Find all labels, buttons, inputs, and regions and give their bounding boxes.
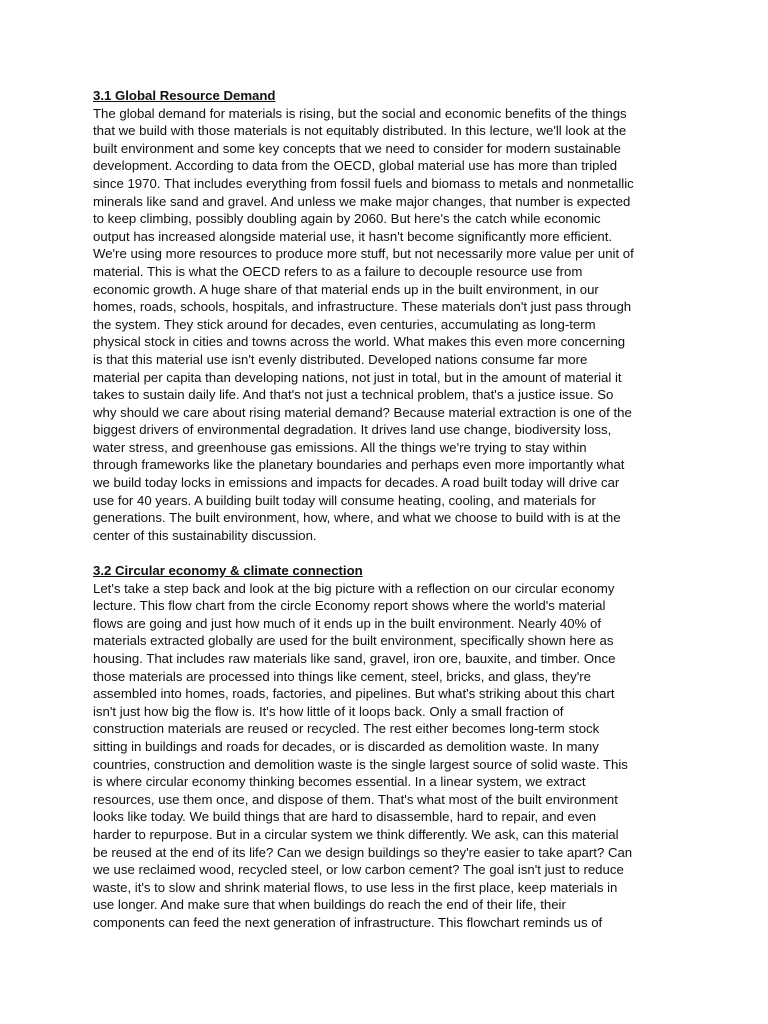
text-line: material per capita than developing nations, not just in total, but in the amount of material it	[93, 369, 622, 385]
section-heading: 3.1 Global Resource Demand	[93, 88, 276, 103]
text-line: sitting in buildings and roads for decades, or is discarded as demolition waste. In many	[93, 738, 599, 754]
text-line: built environment and some key concepts that we need to consider for modern sustainable	[93, 140, 621, 156]
text-line: lecture. This flow chart from the circle Economy report shows where the world's material	[93, 598, 606, 614]
text-line: that we build with those materials is not equitably distributed. In this lecture, we'll look at the	[93, 123, 627, 139]
section-heading: 3.2 Circular economy & climate connection	[93, 563, 363, 579]
text-line: through frameworks like the planetary boundaries and perhaps even more importantly what	[93, 457, 625, 473]
text-line: biggest drivers of environmental degradation. It drives land use change, biodiversity loss,	[93, 422, 612, 438]
text-line: physical stock in cities and towns across the world. What makes this even more concerning	[93, 334, 626, 350]
text-line: flows are going and just how much of it ends up in the built environment. Nearly 40% of	[93, 615, 602, 631]
text-line: we build today locks in emissions and impacts for decades. A road built today will drive car	[93, 475, 620, 491]
text-line: minerals like sand and gravel. And unless we make major changes, that number is expected	[93, 193, 631, 209]
text-line: the system. They stick around for decades, even centuries, accumulating as long-term	[93, 316, 596, 332]
text-line: development. According to data from the OECD, global material use has more than tripled	[93, 158, 618, 174]
text-line: be reused at the end of its life? Can we design buildings so they're easier to take apart? Can	[93, 844, 633, 860]
text-line: waste, it's to slow and shrink material flows, to use less in the first place, keep materials in	[93, 879, 618, 895]
text-line: use for 40 years. A building built today will consume heating, cooling, and materials for	[93, 492, 596, 508]
text-line: homes, roads, schools, hospitals, and infrastructure. These materials don't just pass through	[93, 299, 632, 315]
text-line: harder to repurpose. But in a circular system we think differently. We ask, can this material	[93, 826, 619, 842]
text-line: We're using more resources to produce more stuff, but not necessarily more value per unit of	[93, 246, 634, 262]
text-line: materials extracted globally are used for the built environment, specifically shown here as	[93, 633, 614, 649]
text-line: why should we care about rising material demand? Because material extraction is one of the	[93, 404, 632, 420]
text-line: to keep climbing, possibly doubling again by 2060. But here's the catch while economic	[93, 211, 601, 227]
text-line: material. This is what the OECD refers to as a failure to decouple resource use from	[93, 263, 583, 279]
text-line: generations. The built environment, how, where, and what we choose to build with is at the	[93, 510, 621, 526]
text-line: The global demand for materials is rising, but the social and economic benefits of the things	[93, 105, 627, 121]
text-line: center of this sustainability discussion.	[93, 527, 317, 543]
text-line: housing. That includes raw materials like sand, gravel, iron ore, bauxite, and timber. Once	[93, 651, 616, 666]
text-line: takes to sustain daily life. And that's not just a technical problem, that's a justice issue. So	[93, 387, 614, 403]
text-line: water stress, and greenhouse gas emissions. All the things we're trying to stay within	[93, 439, 587, 455]
text-line: Let's take a step back and look at the big picture with a reflection on our circular economy	[93, 580, 615, 596]
document-page	[93, 87, 685, 932]
text-line: construction materials are reused or recycled. The rest either becomes long-term stock	[93, 721, 600, 737]
text-line: those materials are processed into things like cement, steel, bricks, and glass, they're	[93, 668, 592, 684]
text-line: isn't just how big the flow is. It's how little of it loops back. Only a small fraction of	[93, 703, 564, 719]
text-line: is where circular economy thinking becomes essential. In a linear system, we extract	[93, 774, 586, 790]
section-body	[93, 580, 685, 932]
text-line: countries, construction and demolition waste is the single largest source of solid waste. This	[93, 756, 628, 772]
text-line: output has increased alongside material use, it hasn't become significantly more efficient.	[93, 228, 613, 244]
text-line: we use reclaimed wood, recycled steel, or low carbon cement? The goal isn't just to reduce	[93, 862, 624, 878]
text-line: use longer. And make sure that when buildings do reach the end of their life, their	[93, 897, 566, 913]
text-line: assembled into homes, roads, factories, and pipelines. But what's striking about this chart	[93, 686, 615, 702]
text-line: is that this material use isn't evenly distributed. Developed nations consume far more	[93, 351, 588, 367]
section-global-resource-demand	[93, 87, 685, 544]
text-line: components can feed the next generation of infrastructure. This flowchart reminds us of	[93, 914, 603, 930]
section-body	[93, 105, 685, 545]
text-line: resources, use them once, and dispose of them. That's what most of the built environment	[93, 791, 618, 807]
text-line: since 1970. That includes everything from fossil fuels and biomass to metals and nonmetallic	[93, 175, 634, 191]
section-circular-economy	[93, 562, 685, 931]
text-line: economic growth. A huge share of that material ends up in the built environment, in our	[93, 281, 599, 297]
text-line: looks like today. We build things that are hard to disassemble, hard to repair, and even	[93, 809, 597, 825]
